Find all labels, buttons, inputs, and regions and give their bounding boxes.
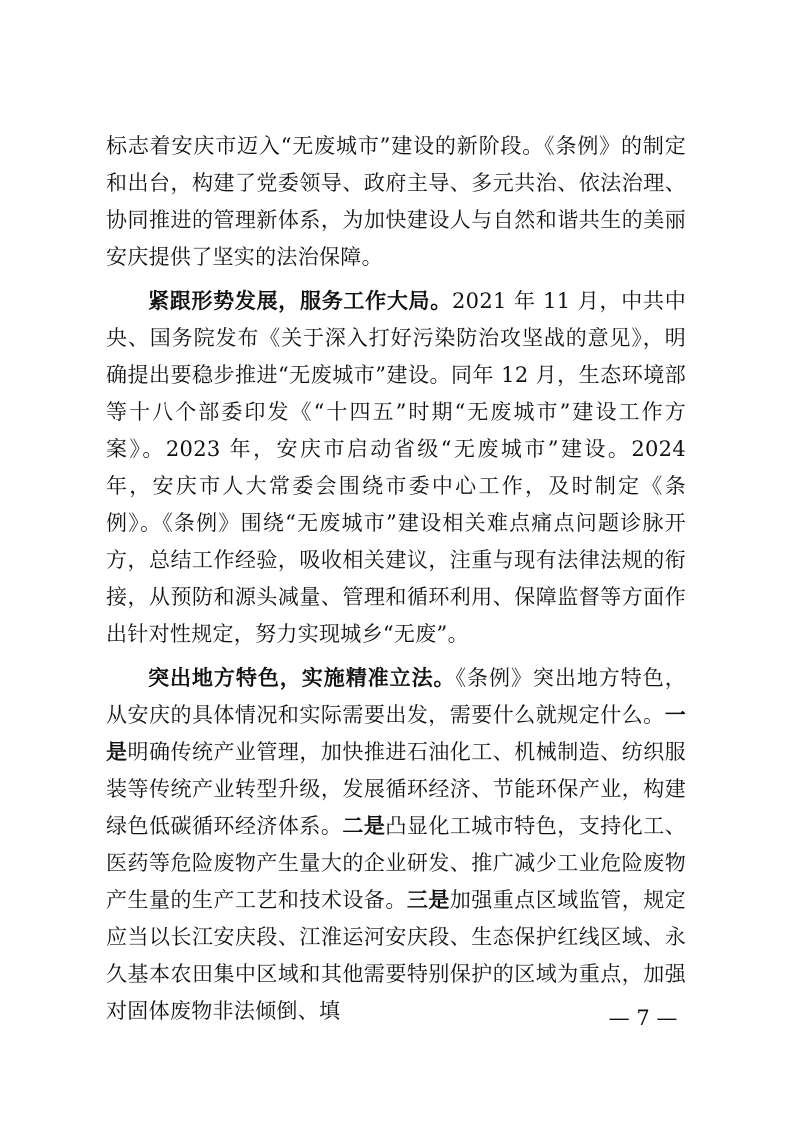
paragraph-text: 凸显化工城市特色，支持化工、医药等危险废物产生量大的企业研发、推广减少工业危险废物产生量的生产工艺和技术设备。 xyxy=(106,814,686,912)
paragraph-spacing xyxy=(106,653,686,660)
page-number: — 7 — xyxy=(608,1006,678,1030)
paragraph-spacing xyxy=(106,276,686,283)
paragraph-lead: 突出地方特色，实施精准立法。 xyxy=(148,666,456,690)
paragraph-text: 标志着安庆市迈入“无废城市”建设的新阶段。《条例》的制定和出台，构建了党委领导、政府主导、多元共治、依法治理、协同推进的管理新体系，为加快建设人与自然和谐共生的美丽安庆提供了坚实的法治保障。 xyxy=(106,134,686,269)
enumeration-marker: 三是 xyxy=(406,888,450,912)
enumeration-marker: 二是 xyxy=(342,814,386,838)
paragraph-text: 加强重点区域监管，规定应当以长江安庆段、江淮运河安庆段、生态保护红线区域、永久基本农田集中区域和其他需要特别保护的区域为重点，加强对固体废物非法倾倒、填 xyxy=(106,888,686,1023)
paragraph-work-situation xyxy=(106,283,686,653)
paragraph-text: 明确传统产业管理，加快推进石油化工、机械制造、纺织服装等传统产业转型升级，发展循环经济、节能环保产业，构建绿色低碳循环经济体系。 xyxy=(106,740,686,838)
paragraph-text: 《条例》突出地方特色，从安庆的具体情况和实际需要出发，需要什么就规定什么。 xyxy=(106,666,686,727)
paragraph-continuation xyxy=(106,128,686,276)
enumeration-marker: 一是 xyxy=(106,703,686,764)
paragraph-lead: 紧跟形势发展，服务工作大局。 xyxy=(148,289,452,313)
paragraph-text: 2021 年 11 月，中共中央、国务院发布《关于深入打好污染防治攻坚战的意见》，明确提出要稳步推进“无废城市”建设。同年 12 月，生态环境部等十八个部委印发《“十四五”时期“无废城市”建设工作方案》。2023 年，安庆市启动省级“无废城市”建设。2024 年，安庆市人大常委会围绕市委中心工作，及时制定《条例》。《条例》围绕“无废城市”建设相关难点痛点问题诊脉开方，总结工作经验，吸收相关建议，注重与现有法律法规的衔接，从预防和源头减量、管理和循环利用、保障监督等方面作出针对性规定，努力实现城乡“无废”。 xyxy=(106,289,686,646)
paragraph-local-features xyxy=(106,660,686,1030)
body-text xyxy=(106,128,686,1030)
